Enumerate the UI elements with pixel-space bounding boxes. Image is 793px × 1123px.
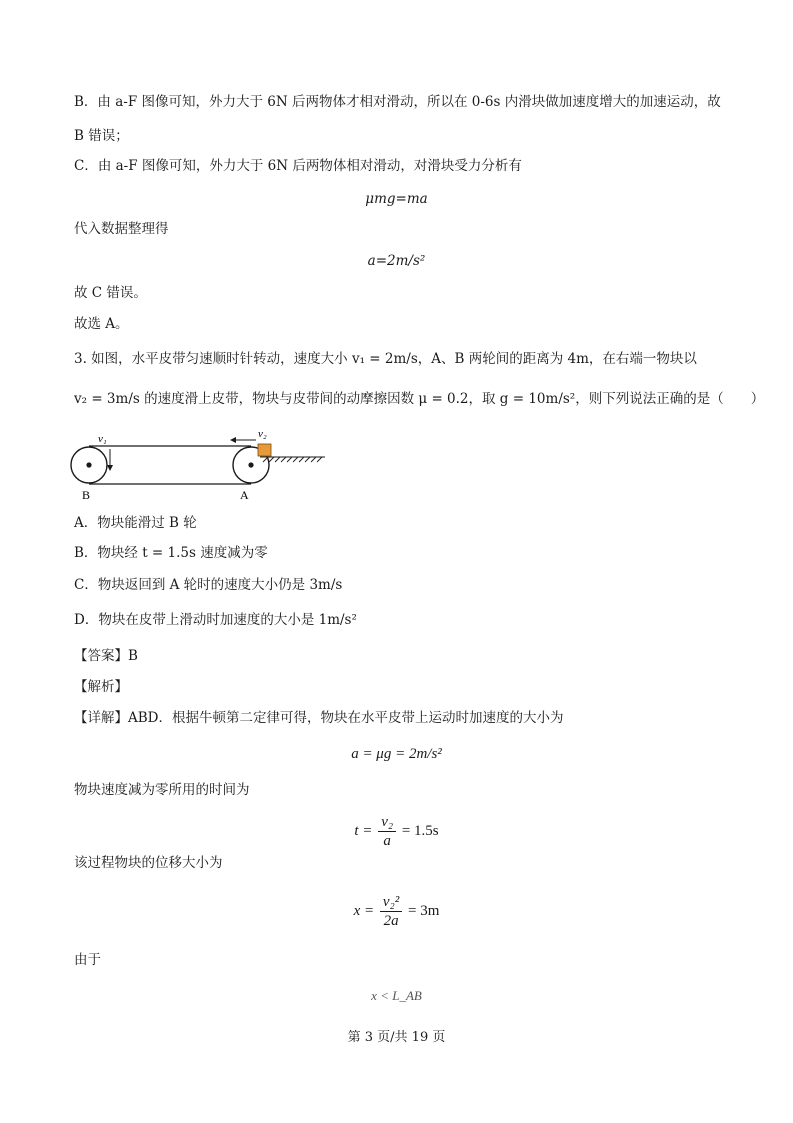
- option-b-explanation-line1: B．由 a-F 图像可知，外力大于 6N 后两物体才相对滑动，所以在 0-6s 内滑块做加速度增大的加速运动，故: [74, 94, 721, 110]
- choose-a-text: 故选 A。: [74, 316, 129, 332]
- block: [258, 444, 271, 456]
- time-text: 物块速度减为零所用的时间为: [74, 782, 250, 798]
- eq-x-numerator: v₂²: [380, 893, 402, 912]
- v1-label: v₁: [98, 433, 107, 445]
- displacement-text: 该过程物块的位移大小为: [74, 855, 223, 871]
- eq-x-lhs: x =: [353, 902, 375, 919]
- equation-acceleration-prev: a=2m/s²: [367, 253, 426, 269]
- detail-text: 【详解】ABD．根据牛顿第二定律可得，物块在水平皮带上运动时加速度的大小为: [74, 710, 564, 726]
- eq-t-rhs: = 1.5s: [401, 822, 439, 839]
- option-a: A．物块能滑过 B 轮: [74, 515, 197, 531]
- option-b-explanation-line2: B 错误；: [74, 128, 129, 144]
- eq-t-fraction: [378, 813, 396, 850]
- label-b: B: [82, 488, 91, 502]
- equation-time: [0, 813, 793, 850]
- conveyor-belt-figure: [70, 425, 330, 503]
- eq-x-rhs: = 3m: [408, 902, 440, 919]
- eq-t-denominator: a: [383, 833, 391, 849]
- option-c: C．物块返回到 A 轮时的速度大小仍是 3m/s: [74, 577, 343, 593]
- page-footer: 第 3 页/共 19 页: [347, 1030, 446, 1045]
- option-d: D．物块在皮带上滑动时加速度的大小是 1m/s²: [74, 612, 357, 628]
- eq-t-lhs: t =: [354, 822, 373, 839]
- answer-line: 【答案】B: [74, 648, 138, 664]
- option-b: B．物块经 t = 1.5s 速度减为零: [74, 545, 268, 561]
- option-c-explanation: C．由 a-F 图像可知，外力大于 6N 后两物体相对滑动，对滑块受力分析有: [74, 158, 522, 174]
- question-3-stem-line1: 3. 如图，水平皮带匀速顺时针转动，速度大小 v₁ = 2m/s，A、B 两轮间的距离为 4m，在右端一物块以: [74, 351, 697, 367]
- eq-x-denominator: 2a: [383, 913, 399, 929]
- question-3-stem-line2: v₂ = 3m/s 的速度滑上皮带，物块与皮带间的动摩擦因数 μ = 0.2，取 g = 10m/s²，则下列说法正确的是（ ）: [74, 391, 765, 407]
- equation-friction: μmg=ma: [365, 191, 428, 207]
- eq-t-numerator: v₂: [378, 813, 396, 832]
- inequality: x < L_AB: [371, 988, 422, 1003]
- equation-displacement: [0, 893, 793, 930]
- c-wrong-text: 故 C 错误。: [74, 285, 147, 301]
- analysis-label: 【解析】: [74, 679, 128, 695]
- equation-a-mu-g: a = μg = 2m/s²: [351, 746, 442, 762]
- substitute-text: 代入数据整理得: [74, 221, 169, 237]
- v2-label: v₂: [258, 428, 267, 440]
- label-a: A: [240, 488, 249, 502]
- eq-x-fraction: [380, 893, 402, 930]
- because-text: 由于: [74, 952, 101, 968]
